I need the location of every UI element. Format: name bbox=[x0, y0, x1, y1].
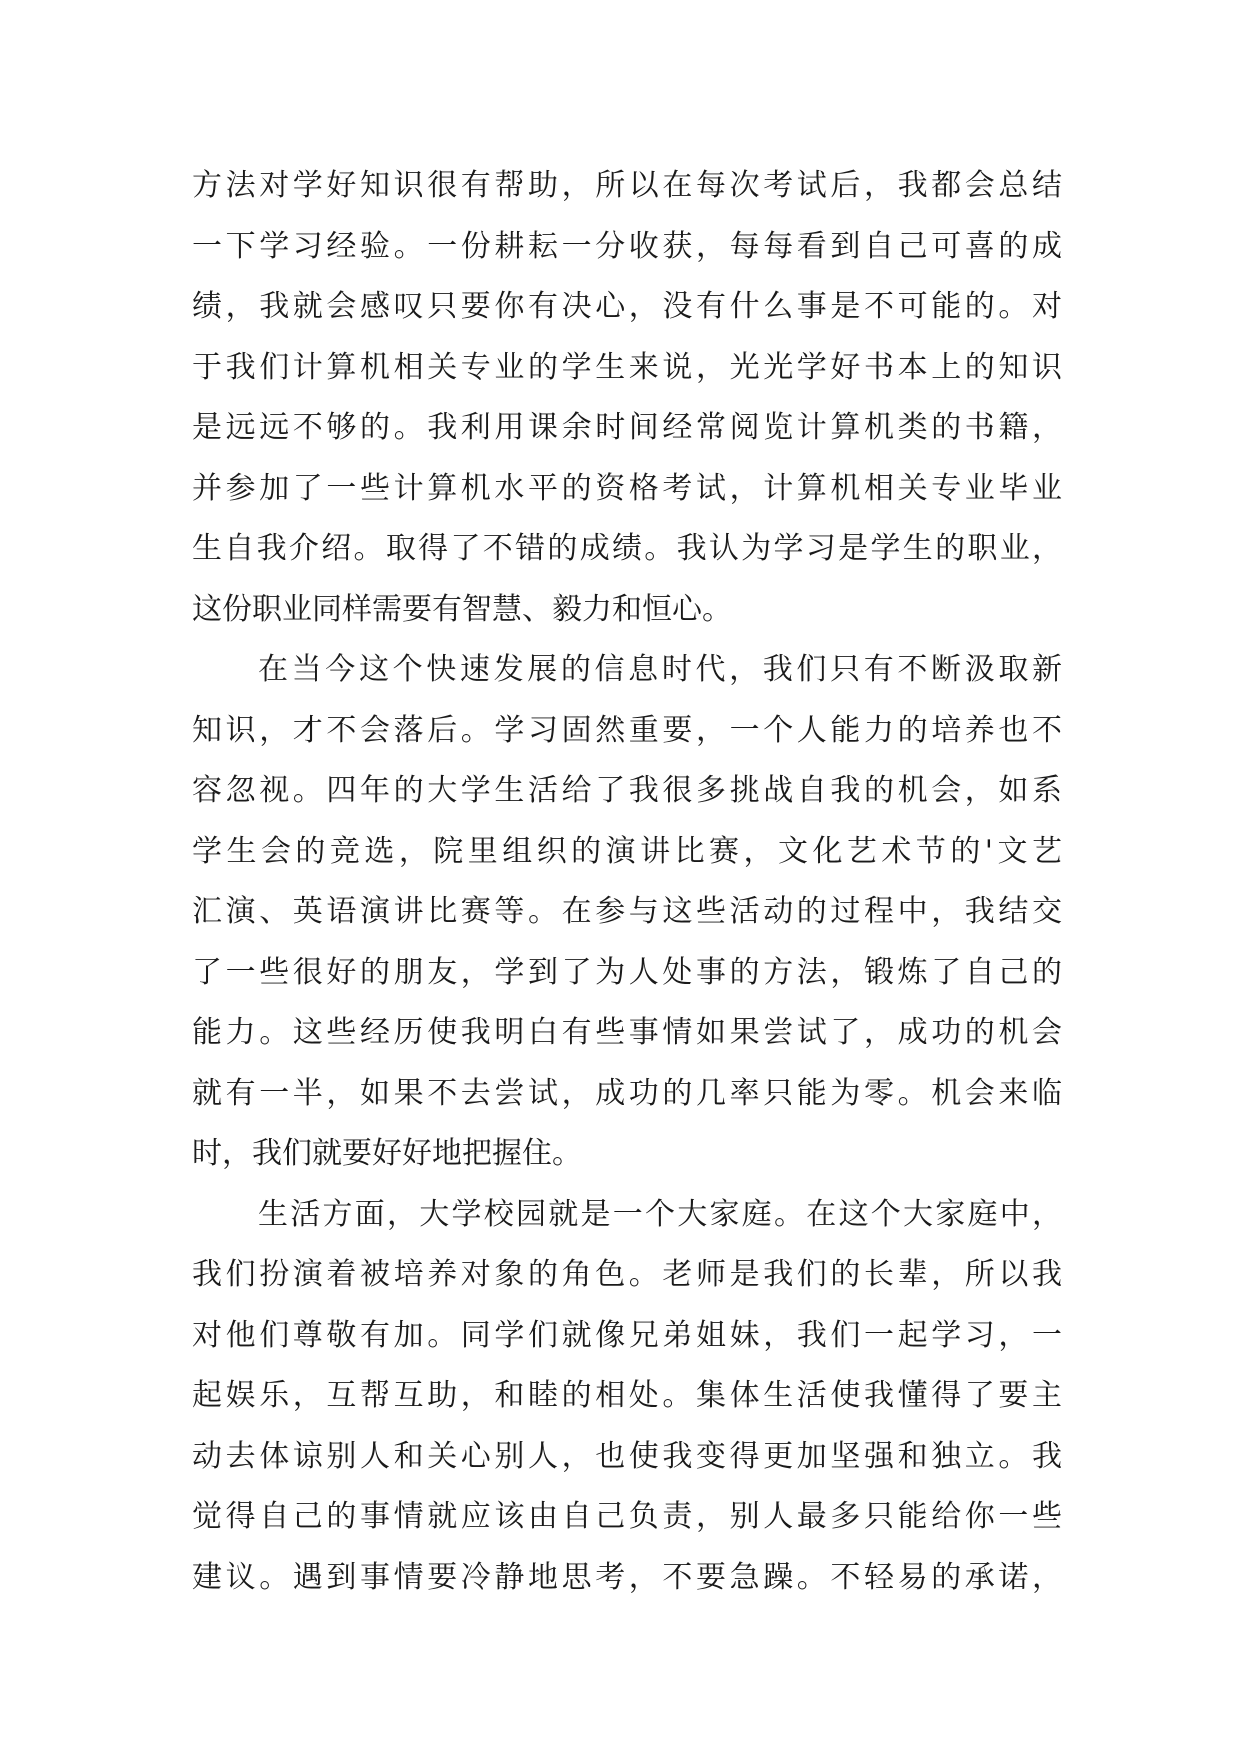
body-text bbox=[192, 156, 1062, 1608]
text-line: 我们扮演着被培养对象的角色。老师是我们的长辈，所以我 bbox=[192, 1257, 1062, 1292]
paragraph-1 bbox=[192, 156, 1062, 640]
text-line: 方法对学好知识很有帮助，所以在每次考试后，我都会总结 bbox=[192, 168, 1062, 203]
text-line: 生活方面，大学校园就是一个大家庭。在这个大家庭中， bbox=[258, 1196, 1062, 1232]
text-line: 一下学习经验。一份耕耘一分收获，每每看到自己可喜的成 bbox=[192, 228, 1062, 264]
text-line: 了一些很好的朋友，学到了为人处事的方法，锻炼了自己的 bbox=[192, 954, 1062, 990]
text-line: 在当今这个快速发展的信息时代，我们只有不断汲取新 bbox=[258, 652, 1062, 687]
text-line: 知识，才不会落后。学习固然重要，一个人能力的培养也不 bbox=[192, 712, 1062, 748]
paragraph-3 bbox=[192, 1185, 1062, 1609]
text-line: 是远远不够的。我利用课余时间经常阅览计算机类的书籍， bbox=[192, 410, 1062, 445]
text-line: 对他们尊敬有加。同学们就像兄弟姐妹，我们一起学习，一 bbox=[192, 1317, 1062, 1353]
text-line: 于我们计算机相关专业的学生来说，光光学好书本上的知识 bbox=[192, 349, 1062, 385]
text-line: 容忽视。四年的大学生活给了我很多挑战自我的机会，如系 bbox=[192, 773, 1062, 808]
text-line: 并参加了一些计算机水平的资格考试，计算机相关专业毕业 bbox=[192, 470, 1062, 506]
text-line: 这份职业同样需要有智慧、毅力和恒心。 bbox=[192, 591, 732, 627]
text-line: 学生会的竞选，院里组织的演讲比赛，文化艺术节的'文艺 bbox=[192, 833, 1062, 869]
text-line: 能力。这些经历使我明白有些事情如果尝试了，成功的机会 bbox=[192, 1015, 1062, 1050]
text-line: 绩，我就会感叹只要你有决心，没有什么事是不可能的。对 bbox=[192, 289, 1062, 324]
text-line: 时，我们就要好好地把握住。 bbox=[192, 1136, 582, 1171]
paragraph-2 bbox=[192, 640, 1062, 1185]
text-line: 汇演、英语演讲比赛等。在参与这些活动的过程中，我结交 bbox=[192, 894, 1062, 929]
text-line: 就有一半，如果不去尝试，成功的几率只能为零。机会来临 bbox=[192, 1075, 1062, 1111]
text-line: 生自我介绍。取得了不错的成绩。我认为学习是学生的职业， bbox=[192, 531, 1062, 566]
text-line: 起娱乐，互帮互助，和睦的相处。集体生活使我懂得了要主 bbox=[192, 1378, 1062, 1413]
text-line: 建议。遇到事情要冷静地思考，不要急躁。不轻易的承诺， bbox=[192, 1559, 1062, 1595]
text-line: 动去体谅别人和关心别人，也使我变得更加坚强和独立。我 bbox=[192, 1438, 1062, 1474]
text-line: 觉得自己的事情就应该由自己负责，别人最多只能给你一些 bbox=[192, 1499, 1062, 1534]
